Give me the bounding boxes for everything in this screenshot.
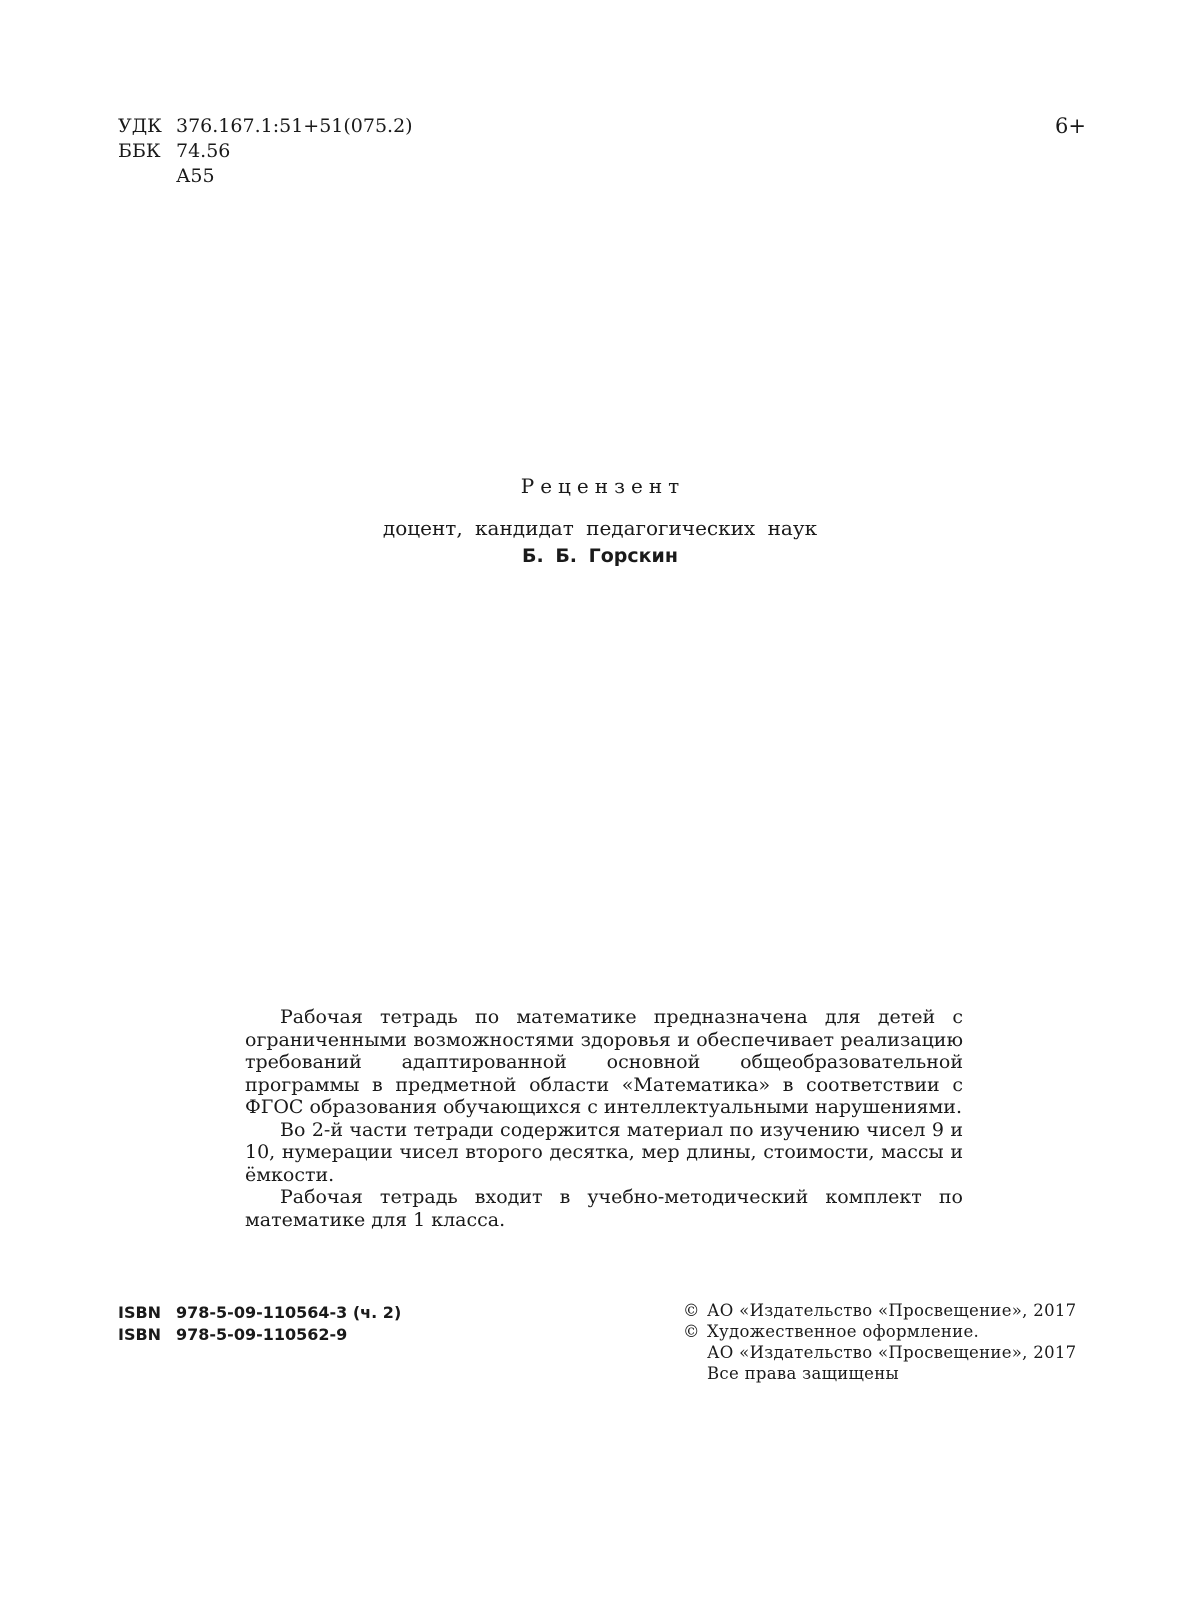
author-mark-row (118, 164, 413, 189)
copyright-symbol: © (683, 1301, 700, 1320)
bbk-value: 74.56 (176, 140, 231, 162)
udk-row (118, 114, 413, 139)
isbn-block (118, 1302, 401, 1346)
annotation-paragraph: Во 2-й части тетради содержится материал по изучению чисел 9 и 10, нумерации чисел второго десятка, мер длины, стоимости, массы и ёмкости. (245, 1118, 963, 1186)
classification-block (118, 114, 413, 189)
copyright-line: © Художественное оформление. (683, 1322, 980, 1341)
age-rating: 6+ (1055, 114, 1086, 138)
author-mark: А55 (176, 165, 215, 187)
isbn-label: ISBN (118, 1325, 162, 1344)
bbk-row (118, 139, 413, 164)
copyright-symbol: © (683, 1322, 700, 1341)
rights-reserved: Все права защищены (707, 1364, 899, 1383)
isbn-label: ISBN (118, 1303, 162, 1322)
copyright-line: АО «Издательство «Просвещение», 2017 (707, 1343, 1077, 1362)
isbn-value: 978-5-09-110564-3 (ч. 2) (176, 1303, 402, 1322)
reviewer-name: Б. Б. Горскин (522, 545, 678, 567)
reviewer-heading: Рецензент (520, 474, 686, 498)
reviewer-block (0, 472, 1200, 570)
annotation-paragraph: Рабочая тетрадь входит в учебно-методический комплект по математике для 1 класса. (245, 1186, 963, 1231)
copyright-line: © АО «Издательство «Просвещение», 2017 (683, 1301, 1077, 1320)
reviewer-position: доцент, кандидат педагогических наук (382, 516, 818, 540)
isbn-row (118, 1324, 401, 1346)
annotation (245, 1006, 963, 1231)
isbn-value: 978-5-09-110562-9 (176, 1325, 348, 1344)
udk-label: УДК (118, 115, 162, 137)
udk-value: 376.167.1:51+51(075.2) (176, 115, 413, 137)
copyright-block (683, 1300, 1076, 1384)
annotation-paragraph: Рабочая тетрадь по математике предназначена для детей с ограниченными возможностями здоровья и обеспечивает реализацию требований адаптированной основной общеобразовательной программы в предметной области «Математика» в соответствии с ФГОС образования обучающихся с интеллектуальными нарушениями. (245, 1006, 963, 1118)
isbn-row (118, 1302, 401, 1324)
bbk-label: ББК (118, 140, 161, 162)
